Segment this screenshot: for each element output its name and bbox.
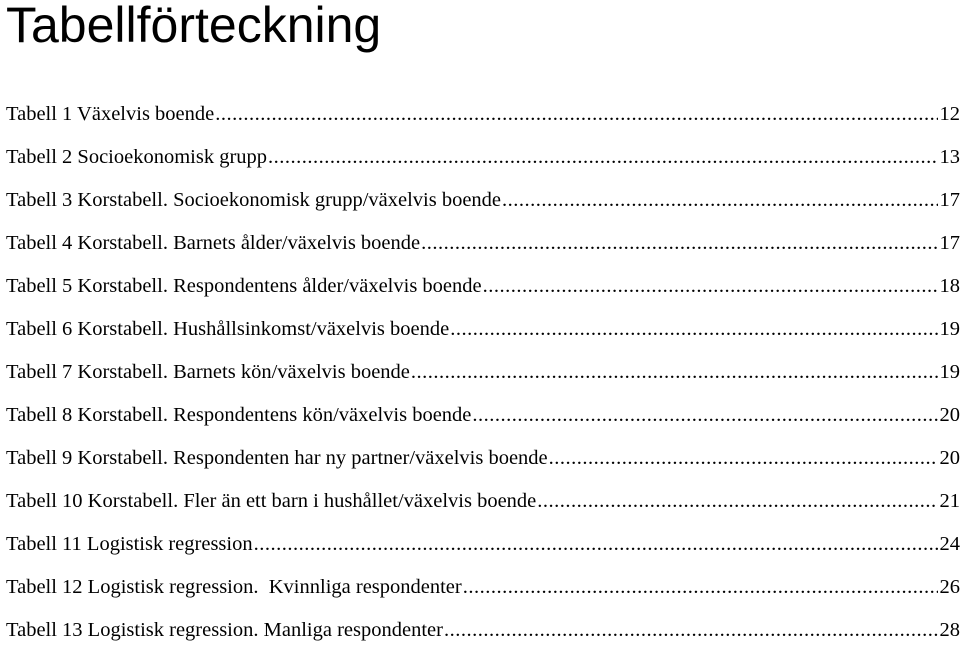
dot-leader	[502, 179, 937, 222]
dot-leader	[411, 351, 938, 394]
toc-entry-page-number: 28	[939, 619, 960, 641]
toc-entry-title: Tabell 12 Logistisk regression. Kvinnliga respondenter	[6, 576, 462, 598]
toc-entry-3[interactable]	[6, 179, 960, 222]
toc-entry-title: Tabell 1 Växelvis boende	[6, 103, 215, 125]
dot-leader	[421, 222, 937, 265]
toc-entry-page-number: 17	[939, 189, 960, 211]
toc-entry-13[interactable]	[6, 609, 960, 652]
toc-entry-11[interactable]	[6, 523, 960, 566]
dot-leader	[463, 566, 938, 609]
toc-entry-6[interactable]	[6, 308, 960, 351]
toc-entry-title: Tabell 11 Logistisk regression	[6, 533, 253, 555]
dot-leader	[444, 609, 938, 652]
dot-leader	[537, 480, 937, 523]
toc-entry-title: Tabell 4 Korstabell. Barnets ålder/växelvis boende	[6, 232, 421, 254]
toc-entry-title: Tabell 5 Korstabell. Respondentens ålder/växelvis boende	[6, 275, 482, 297]
toc-entry-page-number: 17	[939, 232, 960, 254]
toc-entry-2[interactable]	[6, 136, 960, 179]
toc-entry-4[interactable]	[6, 222, 960, 265]
toc-entry-page-number: 18	[939, 275, 960, 297]
toc-entry-page-number: 12	[939, 103, 960, 125]
toc-entry-page-number: 19	[939, 361, 960, 383]
dot-leader	[483, 265, 938, 308]
dot-leader	[215, 93, 937, 136]
toc-entry-title: Tabell 7 Korstabell. Barnets kön/växelvis boende	[6, 361, 410, 383]
dot-leader	[450, 308, 937, 351]
toc-entry-8[interactable]	[6, 394, 960, 437]
toc-entry-title: Tabell 8 Korstabell. Respondentens kön/växelvis boende	[6, 404, 472, 426]
toc-entry-title: Tabell 2 Socioekonomisk grupp	[6, 146, 268, 168]
toc-entry-page-number: 19	[939, 318, 960, 340]
dot-leader	[254, 523, 938, 566]
toc-entry-page-number: 20	[939, 404, 960, 426]
toc-entry-title: Tabell 6 Korstabell. Hushållsinkomst/växelvis boende	[6, 318, 450, 340]
dot-leader	[472, 394, 937, 437]
toc-entry-page-number: 24	[939, 533, 960, 555]
toc-entry-12[interactable]	[6, 566, 960, 609]
toc-entry-10[interactable]	[6, 480, 960, 523]
toc-entry-page-number: 21	[939, 490, 960, 512]
dot-leader	[549, 437, 938, 480]
toc-entry-5[interactable]	[6, 265, 960, 308]
page-title: Tabellförteckning	[6, 0, 382, 53]
table-of-tables	[6, 93, 960, 652]
toc-entry-page-number: 26	[939, 576, 960, 598]
toc-entry-title: Tabell 3 Korstabell. Socioekonomisk grupp/växelvis boende	[6, 189, 502, 211]
toc-entry-page-number: 20	[939, 447, 960, 469]
toc-entry-9[interactable]	[6, 437, 960, 480]
toc-entry-title: Tabell 9 Korstabell. Respondenten har ny partner/växelvis boende	[6, 447, 548, 469]
toc-entry-7[interactable]	[6, 351, 960, 394]
dot-leader	[268, 136, 937, 179]
toc-entry-page-number: 13	[939, 146, 960, 168]
toc-entry-title: Tabell 13 Logistisk regression. Manliga respondenter	[6, 619, 443, 641]
toc-entry-title: Tabell 10 Korstabell. Fler än ett barn i hushållet/växelvis boende	[6, 490, 537, 512]
toc-entry-1[interactable]	[6, 93, 960, 136]
